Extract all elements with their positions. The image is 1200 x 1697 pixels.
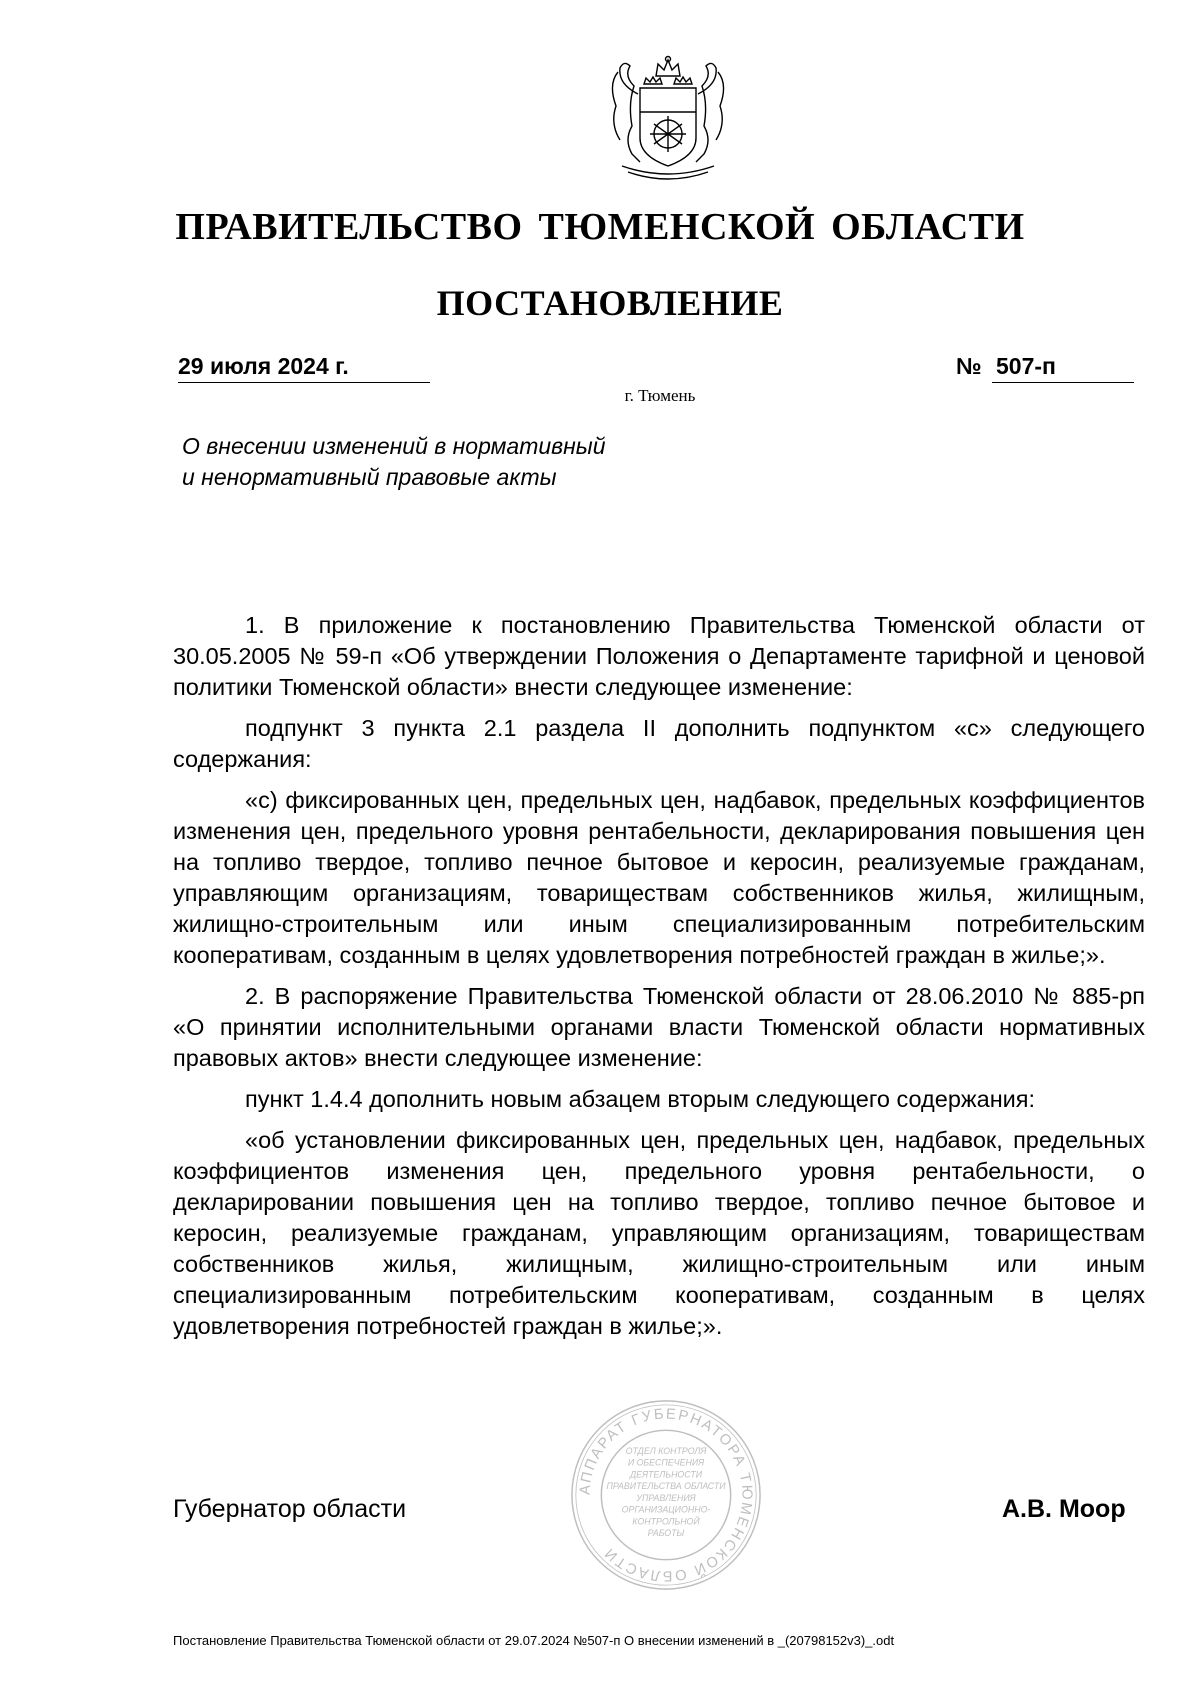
svg-text:ОРГАНИЗАЦИОННО-: ОРГАНИЗАЦИОННО- (621, 1504, 711, 1515)
document-subject: О внесении изменений в нормативный и ненормативный правовые акты (182, 433, 606, 490)
document-date: 29 июля 2024 г. (178, 353, 430, 383)
number-label: № (956, 353, 982, 379)
svg-text:ДЕЯТЕЛЬНОСТИ: ДЕЯТЕЛЬНОСТИ (629, 1469, 703, 1480)
paragraph: подпункт 3 пункта 2.1 раздела II дополнить подпунктом «с» следующего содержания: (173, 715, 1145, 772)
document-body (173, 610, 1145, 1352)
paragraph: 1. В приложение к постановлению Правительства Тюменской области от 30.05.2005 № 59-п «Об утверждении Положения о Департаменте тарифной и ценовой политики Тюменской области» внести следующее изменение: (173, 612, 1145, 700)
official-stamp (568, 1397, 764, 1593)
svg-text:ПРАВИТЕЛЬСТВА ОБЛАСТИ: ПРАВИТЕЛЬСТВА ОБЛАСТИ (606, 1481, 726, 1492)
government-title: ПРАВИТЕЛЬСТВО ТЮМЕНСКОЙ ОБЛАСТИ (175, 206, 1025, 248)
document-type: ПОСТАНОВЛЕНИЕ (436, 283, 784, 323)
svg-text:КОНТРОЛЬНОЙ: КОНТРОЛЬНОЙ (632, 1516, 700, 1527)
signer-post: Губернатор области (173, 1495, 407, 1523)
paragraph: 2. В распоряжение Правительства Тюменской области от 28.06.2010 № 885-рп «О принятии исполнительными органами власти Тюменской области нормативных правовых актов» внести следующее изменение: (173, 983, 1145, 1071)
paragraph: «с) фиксированных цен, предельных цен, надбавок, предельных коэффициентов изменения цен, предельного уровня рентабельности, декларирования повышения цен на топливо твердое, топливо печное бытовое и керосин, реализуемые гражданам, управляющим организациям, товариществам собственников жилья, жилищным, жилищно-строительным или иным специализированным потребительским кооперативам, созданным в целях удовлетворения потребностей граждан в жилье;». (173, 787, 1145, 968)
tyumen-coat-of-arms-icon (588, 54, 748, 182)
svg-text:ОТДЕЛ КОНТРОЛЯ: ОТДЕЛ КОНТРОЛЯ (625, 1445, 707, 1456)
svg-text:РАБОТЫ: РАБОТЫ (647, 1528, 685, 1539)
signer-name: А.В. Моор (1002, 1495, 1126, 1523)
document-number: 507-п (992, 353, 1134, 383)
stamp-ring-text: АППАРАТ ГУБЕРНАТОРА ТЮМЕНСКОЙ ОБЛАСТИ (577, 1406, 755, 1584)
svg-text:УПРАВЛЕНИЯ: УПРАВЛЕНИЯ (636, 1492, 696, 1503)
paragraph: пункт 1.4.4 дополнить новым абзацем вторым следующего содержания: (245, 1086, 1036, 1112)
file-footer: Постановление Правительства Тюменской области от 29.07.2024 №507-п О внесении изменений в _(20798152v3)_.odt (173, 1633, 895, 1648)
svg-text:И ОБЕСПЕЧЕНИЯ: И ОБЕСПЕЧЕНИЯ (627, 1457, 705, 1468)
paragraph: «об установлении фиксированных цен, предельных цен, надбавок, предельных коэффициентов изменения цен, предельного уровня рентабельности, о декларировании повышения цен на топливо твердое, топливо печное бытовое и керосин, реализуемые гражданам, управляющим организациям, товариществам собственников жилья, жилищным, жилищно-строительным или иным специализированным потребительским кооперативам, созданным в целях удовлетворения потребностей граждан в жилье;». (173, 1127, 1145, 1339)
city: г. Тюмень (624, 386, 696, 405)
